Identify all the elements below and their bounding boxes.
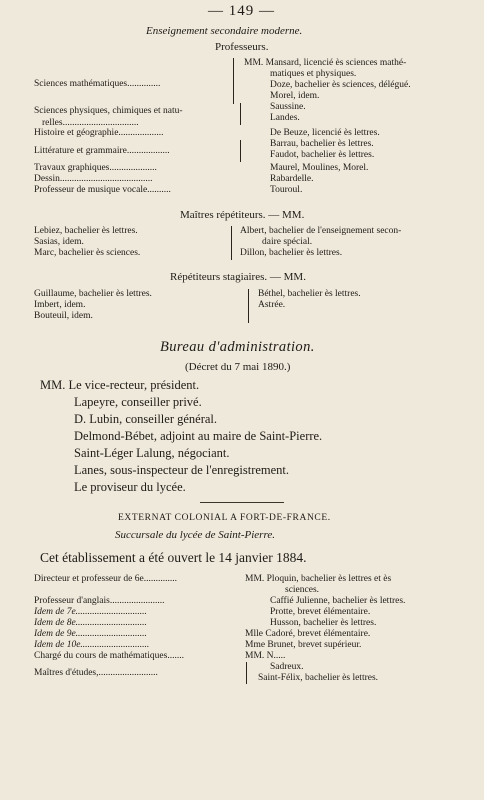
subject-litterature: Littérature et grammaire.................. (34, 146, 170, 156)
maitre-right-1: Albert, bachelier de l'enseignement secon- (240, 226, 402, 236)
name-maths-3: Doze, bachelier ès sciences, délégué. (270, 80, 411, 90)
name-physique-1: Saussine. (270, 102, 306, 112)
bureau-member-1: MM. Le vice-recteur, président. (40, 378, 200, 392)
subject-histoire: Histoire et géographie................... (34, 128, 164, 138)
externat-title: EXTERNAT COLONIAL A FORT-DE-FRANCE. (118, 513, 331, 523)
section-title: Enseignement secondaire moderne. (146, 25, 303, 37)
name-huitieme: Husson, bachelier ès lettres. (270, 618, 377, 628)
bureau-title: Bureau d'administration. (160, 339, 315, 355)
role-huitieme: Idem de 8e.............................. (34, 618, 147, 628)
maitre-right-3: Dillon, bachelier ès lettres. (240, 248, 343, 258)
role-directeur: Directeur et professeur de 6e.............. (34, 574, 177, 584)
stagiaire-left-2: Imbert, idem. (34, 300, 86, 310)
name-dixieme: Mme Brunet, brevet supérieur. (245, 640, 362, 650)
stagiaire-right-2: Astrée. (258, 300, 286, 310)
name-directeur-1: MM. Ploquin, bachelier ès lettres et ès (245, 574, 392, 584)
page-number: — 149 — (208, 3, 275, 19)
bureau-member-6: Lanes, sous-inspecteur de l'enregistrement. (74, 463, 290, 477)
bureau-member-4: Delmond-Bébet, adjoint au maire de Saint-Pierre. (74, 429, 323, 443)
divider-stagiaires (248, 289, 249, 323)
maitre-right-2: daire spécial. (262, 237, 313, 247)
bureau-decret: (Décret du 7 mai 1890.) (185, 361, 291, 373)
externat-opening: Cet établissement a été ouvert le 14 janvier 1884. (40, 550, 307, 565)
name-litterature-1: Barrau, bachelier ès lettres. (270, 139, 374, 149)
role-neuvieme: Idem de 9e.............................. (34, 629, 147, 639)
stagiaires-heading: Répétiteurs stagiaires. — MM. (170, 271, 306, 283)
name-neuvieme: Mlle Cadoré, brevet élémentaire. (245, 629, 371, 639)
maitre-left-3: Marc, bachelier ès sciences. (34, 248, 141, 258)
brace-litterature (240, 140, 241, 162)
divider-maitres (231, 226, 232, 260)
professeurs-heading: Professeurs. (215, 41, 269, 53)
name-directeur-2: sciences. (285, 585, 320, 595)
name-physique-2: Landes. (270, 113, 300, 123)
subject-physique: Sciences physiques, chimiques et natu- (34, 106, 183, 116)
name-maths-2: matiques et physiques. (270, 69, 357, 79)
externat-subtitle: Succursale du lycée de Saint-Pierre. (115, 529, 275, 541)
section-rule (200, 502, 284, 503)
brace-maitres-etudes (246, 662, 247, 684)
bureau-member-5: Saint-Léger Lalung, négociant. (74, 446, 230, 460)
stagiaire-left-1: Guillaume, bachelier ès lettres. (34, 289, 152, 299)
brace-maths (233, 58, 234, 104)
stagiaire-right-1: Béthel, bachelier ès lettres. (258, 289, 361, 299)
name-maths-1: MM. Mansard, licencié ès sciences mathé- (244, 58, 407, 68)
name-anglais: Caffié Julienne, bachelier ès lettres. (270, 596, 406, 606)
name-litterature-2: Faudot, bachelier ès lettres. (270, 150, 375, 160)
subject-travaux: Travaux graphiques.................... (34, 163, 157, 173)
name-maitres-etudes-1: Sadreux. (270, 662, 304, 672)
role-anglais: Professeur d'anglais....................... (34, 596, 165, 606)
role-maitres-etudes: Maîtres d'études,......................... (34, 668, 158, 678)
name-histoire: De Beuze, licencié ès lettres. (270, 128, 380, 138)
subject-musique: Professeur de musique vocale.......... (34, 185, 171, 195)
subject-physique-2: relles................................ (42, 118, 139, 128)
role-septieme: Idem de 7e.............................. (34, 607, 147, 617)
maitres-heading: Maîtres répétiteurs. — MM. (180, 209, 305, 221)
bureau-member-7: Le proviseur du lycée. (74, 480, 186, 494)
brace-physique (240, 103, 241, 125)
stagiaire-left-3: Bouteuil, idem. (34, 311, 93, 321)
name-maitres-etudes-2: Saint-Félix, bachelier ès lettres. (258, 673, 379, 683)
subject-maths: Sciences mathématiques.............. (34, 79, 161, 89)
role-dixieme: Idem de 10e............................. (34, 640, 150, 650)
maitre-left-2: Sasias, idem. (34, 237, 84, 247)
bureau-member-3: D. Lubin, conseiller général. (74, 412, 218, 426)
name-dessin: Rabardelle. (270, 174, 314, 184)
subject-dessin: Dessin....................................... (34, 174, 153, 184)
role-maths: Chargé du cours de mathématiques....... (34, 651, 184, 661)
bureau-member-2: Lapeyre, conseiller privé. (74, 395, 202, 409)
name-maths-4: Morel, idem. (270, 91, 320, 101)
name-septieme: Protte, brevet élémentaire. (270, 607, 371, 617)
name-maths: MM. N..... (245, 651, 286, 661)
name-travaux: Maurel, Moulines, Morel. (270, 163, 369, 173)
name-musique: Touroul. (270, 185, 303, 195)
maitre-left-1: Lebiez, bachelier ès lettres. (34, 226, 138, 236)
